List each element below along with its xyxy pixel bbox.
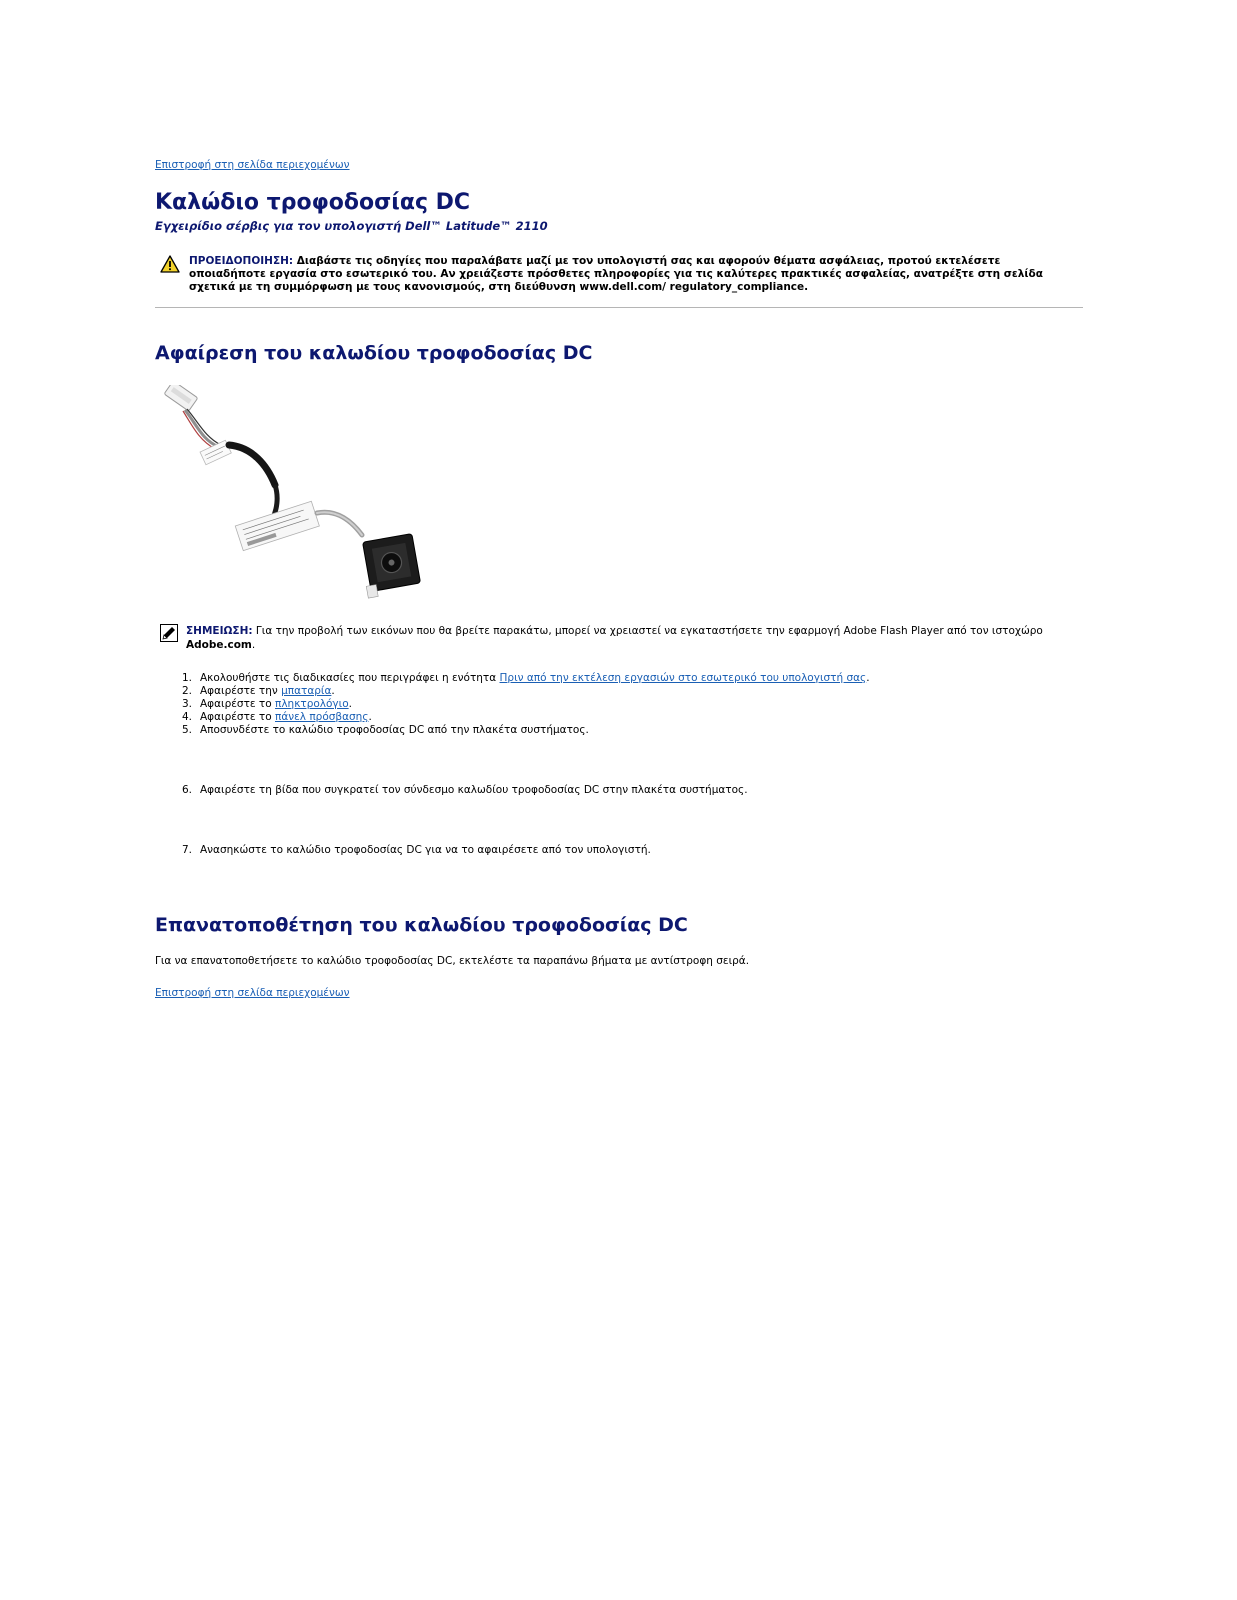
step-2	[155, 685, 335, 697]
step-text: Αφαιρέστε τη βίδα που συγκρατεί τον σύνδεσμο καλωδίου τροφοδοσίας DC στην πλακέτα συστήματος.	[200, 784, 748, 796]
step-number: 7.	[181, 844, 192, 856]
step-text: Ανασηκώστε το καλώδιο τροφοδοσίας DC για να το αφαιρέσετε από τον υπολογιστή.	[200, 844, 651, 856]
note-body: Για την προβολή των εικόνων που θα βρείτε παρακάτω, μπορεί να χρειαστεί να εγκαταστήσετε την εφαρμογή Adobe Flash Player από τον ιστοχώρο	[252, 625, 1043, 637]
step-text: Αποσυνδέστε το καλώδιο τροφοδοσίας DC από την πλακέτα συστήματος.	[200, 724, 589, 736]
replacement-text: Για να επανατοποθετήσετε το καλώδιο τροφοδοσίας DC, εκτελέστε τα παραπάνω βήματα με αντίστροφη σειρά.	[155, 955, 750, 967]
step-number: 5.	[181, 724, 192, 736]
step-end: .	[866, 672, 870, 684]
note-adobe-site: Adobe.com	[186, 639, 252, 651]
step-text: Ακολουθήστε τις διαδικασίες που περιγράφει η ενότητα	[200, 672, 500, 684]
step-6	[155, 784, 748, 796]
step-number: 3.	[181, 698, 192, 710]
step-7	[155, 844, 651, 856]
battery-link[interactable]: μπαταρία	[281, 685, 332, 697]
step-number: 6.	[181, 784, 192, 796]
warning-body: Διαβάστε τις οδηγίες που παραλάβατε μαζί με τον υπολογιστή σας και αφορούν θέματα ασφάλειας, προτού εκτελέσετε οποιαδήποτε εργασία στο εσωτερικό του. Αν χρειάζεστε πρόσθετες πληροφορίες για τις καλύτερες πρακτικές ασφαλείας, ανατρέξτε στη σελίδα σχετικά με τη συμμόρφωση με τους κανονισμούς, στη διεύθυνση www.dell.com/ regulatory_compliance.	[189, 255, 1043, 293]
page-subtitle: Εγχειρίδιο σέρβις για τον υπολογιστή Dell™ Latitude™ 2110	[155, 219, 548, 233]
note-box	[160, 624, 1070, 652]
step-number: 4.	[181, 711, 192, 723]
divider	[155, 307, 1083, 308]
access-panel-link[interactable]: πάνελ πρόσβασης	[275, 711, 369, 723]
warning-text	[189, 255, 1070, 294]
step-text: Αφαιρέστε την	[200, 685, 282, 697]
dc-power-cable-photo	[157, 385, 432, 600]
note-text	[186, 624, 1070, 652]
step-1	[155, 672, 870, 684]
warning-box	[160, 255, 1070, 294]
step-3	[155, 698, 352, 710]
keyboard-link[interactable]: πληκτρολόγιο	[275, 698, 349, 710]
before-working-link[interactable]: Πριν από την εκτέλεση εργασιών στο εσωτερικό του υπολογιστή σας	[499, 672, 867, 684]
step-end: .	[348, 698, 352, 710]
step-text: Αφαιρέστε το	[200, 698, 275, 710]
step-end: .	[331, 685, 335, 697]
page-title: Καλώδιο τροφοδοσίας DC	[155, 190, 471, 215]
step-number: 2.	[181, 685, 192, 697]
replacement-heading: Επανατοποθέτηση του καλωδίου τροφοδοσίας DC	[155, 914, 688, 936]
note-pencil-icon	[160, 624, 178, 642]
step-end: .	[368, 711, 372, 723]
warning-label: ΠΡΟΕΙΔΟΠΟΙΗΣΗ:	[189, 255, 294, 267]
note-label: ΣΗΜΕΙΩΣΗ:	[186, 625, 253, 637]
warning-triangle-icon	[160, 255, 180, 273]
back-to-contents-link-top[interactable]: Επιστροφή στη σελίδα περιεχομένων	[155, 159, 350, 171]
note-end: .	[251, 639, 256, 651]
step-5	[155, 724, 589, 736]
step-number: 1.	[181, 672, 192, 684]
removal-heading: Αφαίρεση του καλωδίου τροφοδοσίας DC	[155, 342, 593, 364]
step-4	[155, 711, 372, 723]
step-text: Αφαιρέστε το	[200, 711, 275, 723]
back-to-contents-link-bottom[interactable]: Επιστροφή στη σελίδα περιεχομένων	[155, 987, 350, 999]
